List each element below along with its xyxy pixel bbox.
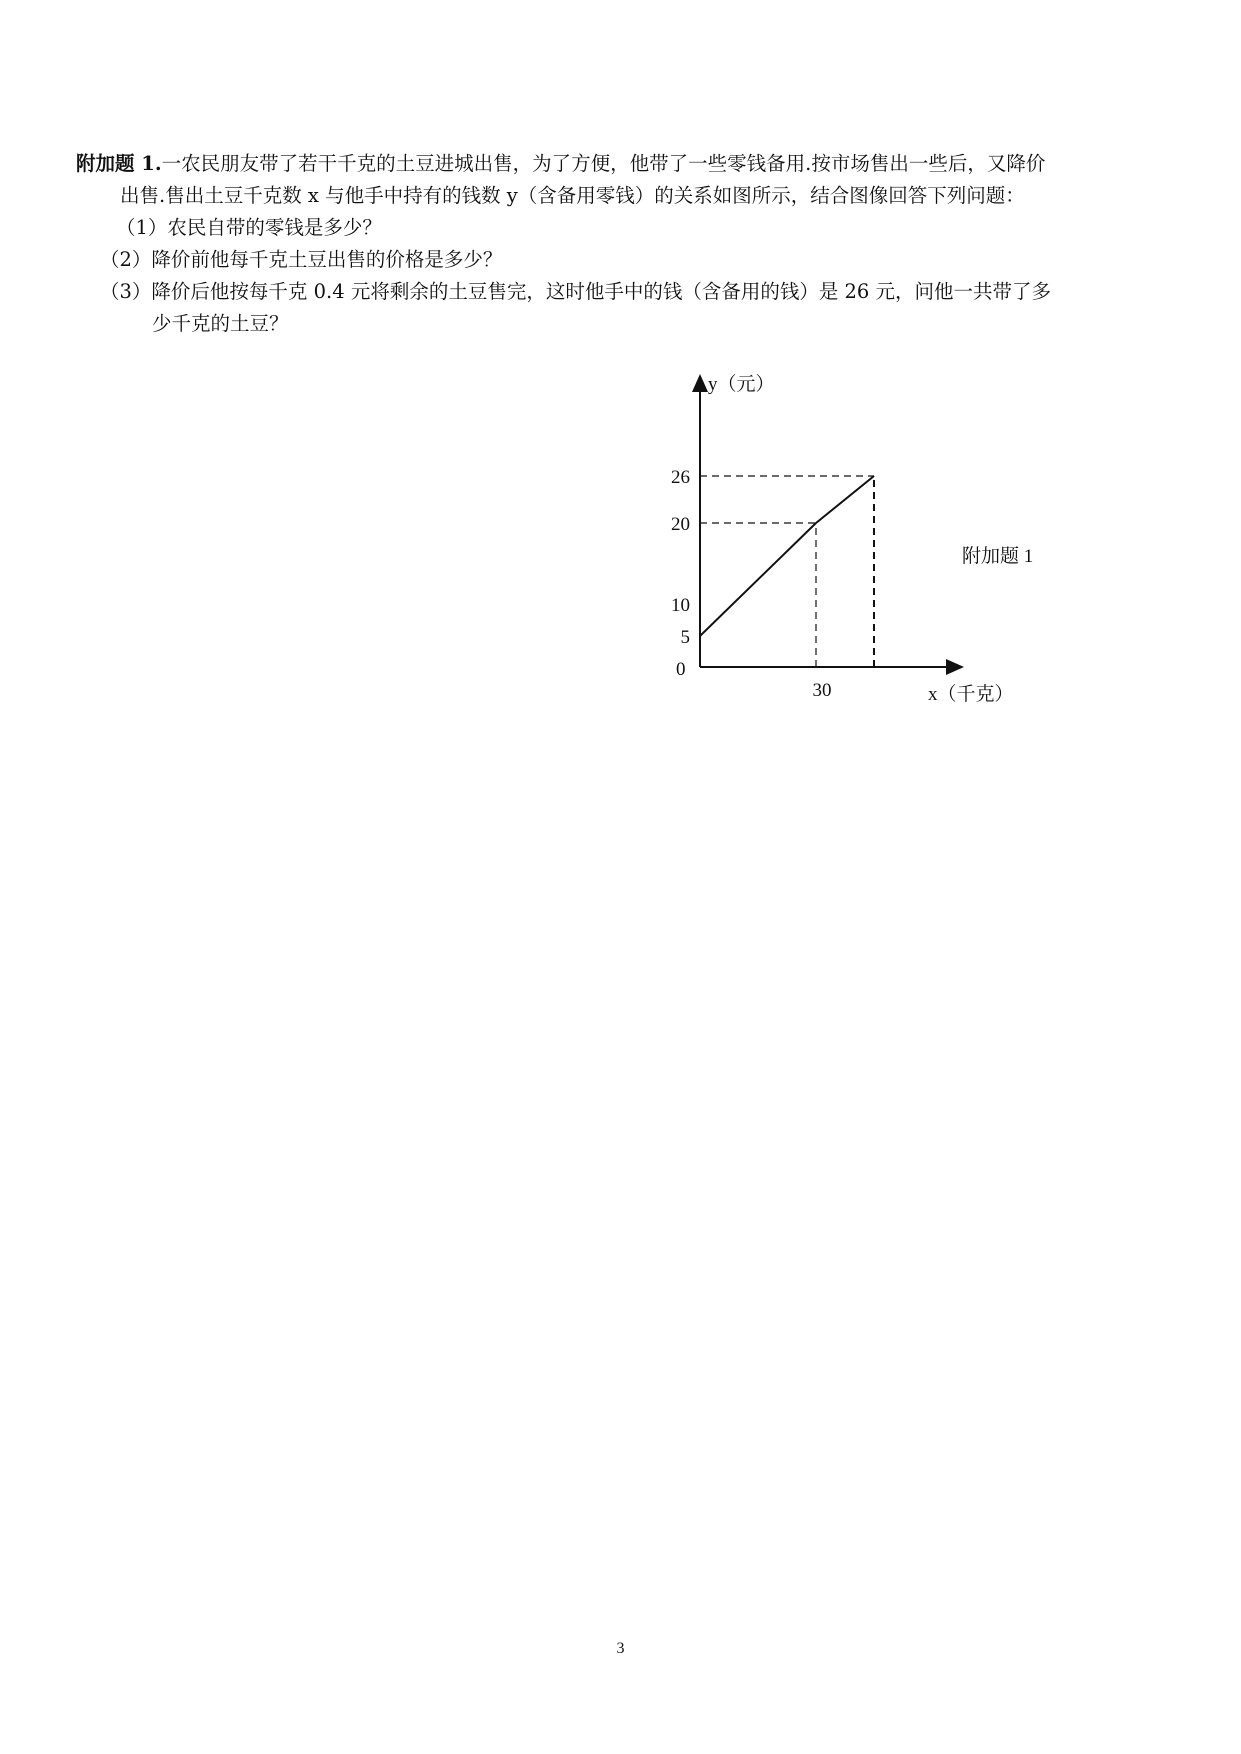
intro-text-1: 一农民朋友带了若干千克的土豆进城出售，为了方便，他带了一些零钱备用.按市场售出一些后，又降价 — [161, 152, 1046, 175]
y-tick-label-5: 5 — [680, 627, 690, 648]
y-tick-label-26: 26 — [671, 467, 690, 488]
tick-labels — [671, 467, 832, 701]
question-3-line-1: （3）降价后他按每千克 0.4 元将剩余的土豆售完，这时他手中的钱（含备用的钱）是 26 元，问他一共带了多 — [100, 280, 1052, 303]
question-3-line-2: 少千克的土豆？ — [152, 312, 289, 335]
series-segment-0-1 — [816, 476, 874, 523]
x-tick-label-30: 30 — [812, 680, 832, 701]
series-lines — [700, 476, 874, 636]
intro-line-1 — [76, 148, 1166, 180]
dashed-guides — [700, 476, 874, 667]
y-axis-label: y（元） — [708, 374, 775, 395]
problem-text — [76, 148, 1166, 340]
problem-label: 附加题 1 — [76, 152, 155, 175]
figure-caption: 附加题 1 — [962, 546, 1034, 567]
page-number: 3 — [616, 1640, 625, 1657]
y-tick-label-10: 10 — [671, 595, 690, 616]
x-axis-label: x（千克） — [928, 684, 1014, 705]
intro-line-2: 出售.售出土豆千克数 x 与他手中持有的钱数 y（含备用零钱）的关系如图所示，结合图像回答下列问题： — [120, 184, 1025, 207]
series-segment-0-0 — [700, 523, 816, 636]
question-2: （2）降价前他每千克土豆出售的价格是多少？ — [100, 248, 503, 271]
origin-label: 0 — [676, 659, 686, 680]
problem-label-dot: . — [154, 152, 162, 175]
y-tick-label-20: 20 — [671, 514, 690, 535]
question-1: （1）农民自带的零钱是多少？ — [116, 216, 382, 239]
